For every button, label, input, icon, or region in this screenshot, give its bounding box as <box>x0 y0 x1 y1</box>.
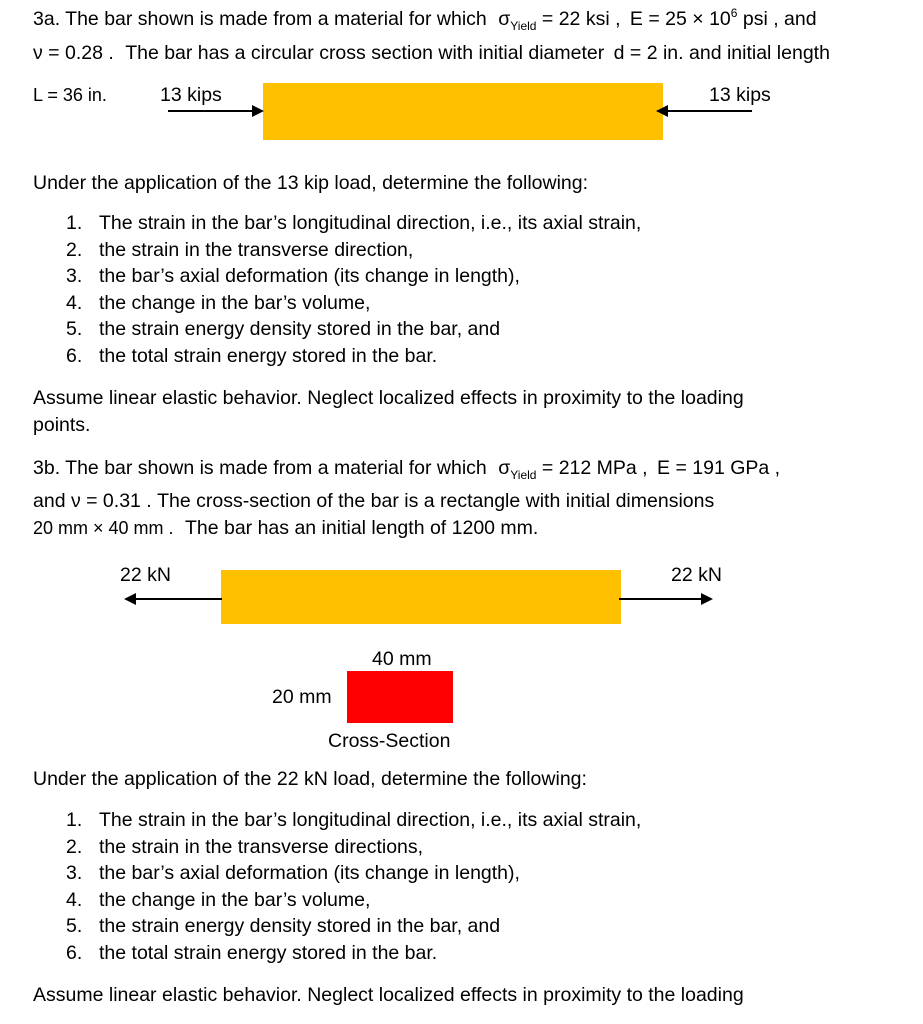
problem-3a-line1 <box>33 8 817 31</box>
item-number: 6. <box>66 344 83 367</box>
yield-stress-symbol <box>498 8 537 33</box>
list-item <box>66 290 641 317</box>
item-text: the strain energy density stored in the bar, and <box>99 915 501 937</box>
instruction-3a: Under the application of the 13 kip load, determine the following: <box>33 172 589 194</box>
diameter-value: d = 2 in. <box>613 42 684 64</box>
arrow-left-icon <box>124 592 224 606</box>
cross-section-rectangle <box>347 671 453 723</box>
task-list-3b <box>66 807 641 966</box>
problem-3b-line1 <box>33 457 780 480</box>
cross-section-height-label: 20 mm <box>272 686 332 708</box>
list-item <box>66 210 641 237</box>
list-item <box>66 263 641 290</box>
item-text: the strain in the transverse directions, <box>99 835 424 858</box>
list-item <box>66 834 641 861</box>
item-number: 1. <box>66 212 83 234</box>
cross-section-width-label: 40 mm <box>372 648 432 670</box>
yield-stress-symbol <box>498 457 537 482</box>
assumption-3a-line1: Assume linear elastic behavior. Neglect localized effects in proximity to the loading <box>33 387 744 409</box>
problem-3b-intro: 3b. The bar shown is made from a material for which <box>33 457 487 479</box>
modulus-text: E = 191 GPa , <box>657 457 781 479</box>
bar-3b <box>221 570 621 624</box>
and-length-text: and initial length <box>689 42 830 64</box>
load-left-label-3b: 22 kN <box>120 564 171 586</box>
arrow-left-icon <box>656 104 756 118</box>
modulus-exponent: 6 <box>730 6 738 20</box>
problem-3a-intro: 3a. The bar shown is made from a material for which <box>33 8 487 30</box>
bar-3a <box>263 83 663 140</box>
item-text: The strain in the bar’s longitudinal direction, i.e., its axial strain, <box>99 809 642 831</box>
sigma-symbol: σ <box>498 8 511 30</box>
modulus-text: E = 25 × 10 <box>629 8 731 30</box>
load-left-label-3a: 13 kips <box>160 84 222 106</box>
item-text: the bar’s axial deformation (its change in length), <box>99 265 520 287</box>
problem-3b-line3 <box>33 517 538 540</box>
item-number: 3. <box>66 265 83 287</box>
item-number: 4. <box>66 291 83 314</box>
yield-stress-value: = 212 MPa , <box>541 457 648 479</box>
arrow-right-icon <box>168 104 268 118</box>
assumption-3a-line2: points. <box>33 414 91 436</box>
list-item <box>66 860 641 887</box>
list-item <box>66 343 641 370</box>
arrow-right-icon <box>619 592 719 606</box>
assumption-3b-line1: Assume linear elastic behavior. Neglect localized effects in proximity to the loading <box>33 984 744 1006</box>
item-number: 4. <box>66 888 83 911</box>
list-item <box>66 887 641 914</box>
modulus-unit: psi , and <box>742 8 817 30</box>
item-number: 5. <box>66 915 83 937</box>
problem-3a-line2 <box>33 42 830 65</box>
length-value: L = 36 in. <box>33 85 107 105</box>
list-item <box>66 316 641 343</box>
poisson-ratio: ν = 0.28 . <box>33 42 114 64</box>
item-number: 1. <box>66 809 83 831</box>
item-text: the change in the bar’s volume, <box>99 291 371 314</box>
item-number: 5. <box>66 318 83 340</box>
item-number: 2. <box>66 238 83 261</box>
dims-text: 20 mm × 40 mm . <box>33 518 174 538</box>
length-sentence: The bar has an initial length of 1200 mm. <box>184 517 539 539</box>
item-text: the strain in the transverse direction, <box>99 238 414 261</box>
item-number: 3. <box>66 862 83 884</box>
shape-text: The bar has a circular cross section with initial diameter <box>125 42 605 64</box>
list-item <box>66 237 641 264</box>
item-number: 2. <box>66 835 83 858</box>
item-text: the total strain energy stored in the bar. <box>99 344 438 367</box>
item-text: the change in the bar’s volume, <box>99 888 371 911</box>
task-list-3a <box>66 210 641 369</box>
load-right-label-3a: 13 kips <box>709 84 771 106</box>
load-right-label-3b: 22 kN <box>671 564 722 586</box>
yield-subscript: Yield <box>510 468 537 482</box>
item-number: 6. <box>66 941 83 964</box>
item-text: the strain energy density stored in the bar, and <box>99 318 501 340</box>
cross-section-caption: Cross-Section <box>328 730 451 752</box>
item-text: The strain in the bar’s longitudinal direction, i.e., its axial strain, <box>99 212 642 234</box>
item-text: the bar’s axial deformation (its change in length), <box>99 862 520 884</box>
list-item <box>66 913 641 940</box>
list-item <box>66 940 641 967</box>
instruction-3b: Under the application of the 22 kN load, determine the following: <box>33 768 587 790</box>
list-item <box>66 807 641 834</box>
poisson-line-3b: and ν = 0.31 . The cross-section of the bar is a rectangle with initial dimensions <box>33 490 715 512</box>
yield-subscript: Yield <box>510 19 537 33</box>
yield-stress-value: = 22 ksi , <box>541 8 621 30</box>
sigma-symbol: σ <box>498 457 511 479</box>
item-text: the total strain energy stored in the bar. <box>99 941 438 964</box>
